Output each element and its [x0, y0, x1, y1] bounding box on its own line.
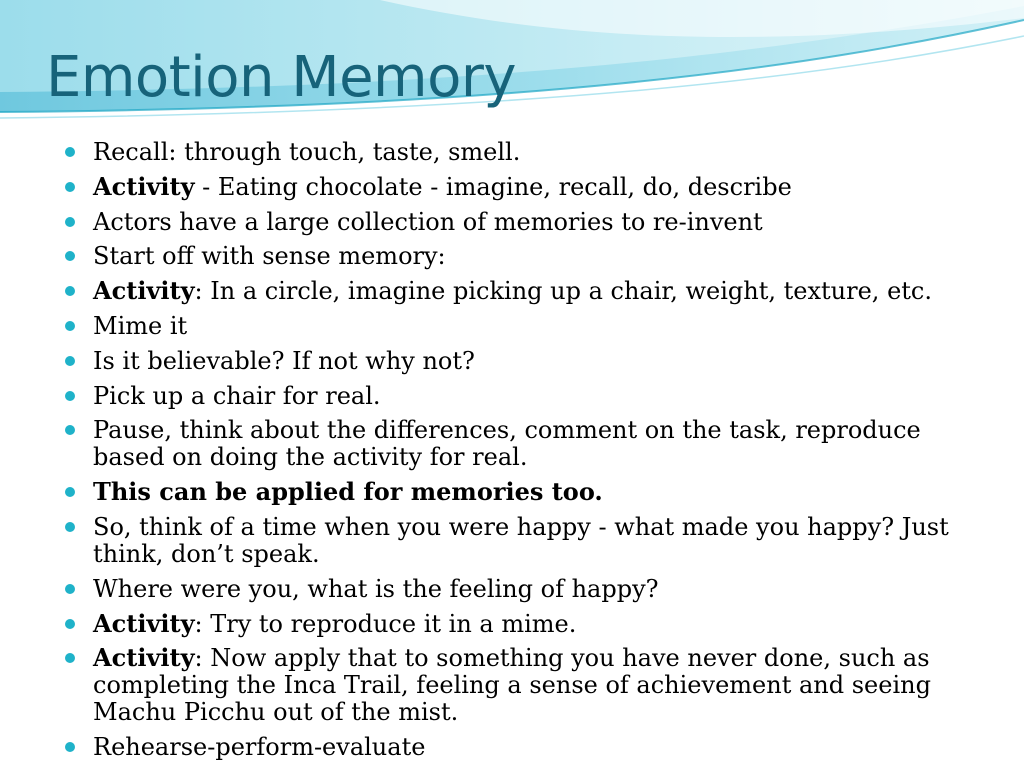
bullet-item	[63, 347, 963, 375]
bullet-item	[63, 312, 963, 340]
bullet-text: Is it believable? If not why not?	[93, 346, 475, 375]
bullet-item	[63, 242, 963, 270]
bullet-dot-icon	[65, 619, 75, 629]
bullet-dot-icon	[65, 391, 75, 401]
bullet-text: Pick up a chair for real.	[93, 381, 381, 410]
bullet-item	[63, 575, 963, 603]
bullet-list	[63, 138, 963, 768]
bullet-item	[63, 208, 963, 236]
bullet-dot-icon	[65, 584, 75, 594]
bullet-dot-icon	[65, 286, 75, 296]
bullet-text: - Eating chocolate - imagine, recall, do, describe	[194, 172, 792, 201]
bullet-text: : Now apply that to something you have never done, such as completing the Inca Trail, feeling a sense of achievement and seeing Machu Picchu out of the mist.	[93, 644, 931, 727]
bullet-item	[63, 513, 963, 568]
bullet-item	[63, 644, 963, 726]
bullet-text: Where were you, what is the feeling of happy?	[93, 574, 659, 603]
bullet-lead: Activity	[93, 608, 195, 638]
bullet-text: So, think of a time when you were happy - what made you happy? Just think, don’t speak.	[93, 512, 949, 568]
bullet-dot-icon	[65, 321, 75, 331]
bullet-lead: This can be applied for memories too.	[93, 477, 603, 507]
bullet-dot-icon	[65, 522, 75, 532]
bullet-dot-icon	[65, 425, 75, 435]
bullet-text: Pause, think about the differences, comment on the task, reproduce based on doing the activity for real.	[93, 416, 921, 472]
bullet-lead: Activity	[93, 171, 195, 201]
bullet-item	[63, 610, 963, 638]
bullet-item	[63, 173, 963, 201]
bullet-text: : Try to reproduce it in a mime.	[194, 609, 577, 638]
bullet-lead: Activity	[93, 276, 195, 306]
slide-title: Emotion Memory	[46, 45, 517, 110]
bullet-dot-icon	[65, 653, 75, 663]
bullet-text: : In a circle, imagine picking up a chair, weight, texture, etc.	[194, 277, 932, 306]
bullet-item	[63, 138, 963, 166]
bullet-item	[63, 382, 963, 410]
bullet-dot-icon	[65, 182, 75, 192]
bullet-lead: Activity	[93, 643, 195, 673]
bullet-text: Rehearse-perform-evaluate	[93, 733, 426, 762]
bullet-dot-icon	[65, 742, 75, 752]
bullet-dot-icon	[65, 147, 75, 157]
bullet-text: Start off with sense memory:	[93, 242, 446, 271]
bullet-item	[63, 416, 963, 471]
bullet-text: Mime it	[93, 311, 188, 340]
bullet-item	[63, 277, 963, 305]
bullet-dot-icon	[65, 356, 75, 366]
bullet-dot-icon	[65, 487, 75, 497]
bullet-dot-icon	[65, 251, 75, 261]
bullet-dot-icon	[65, 217, 75, 227]
bullet-item	[63, 733, 963, 761]
bullet-text: Recall: through touch, taste, smell.	[93, 138, 521, 166]
bullet-text: Actors have a large collection of memories to re-invent	[93, 207, 763, 236]
bullet-item	[63, 478, 963, 506]
